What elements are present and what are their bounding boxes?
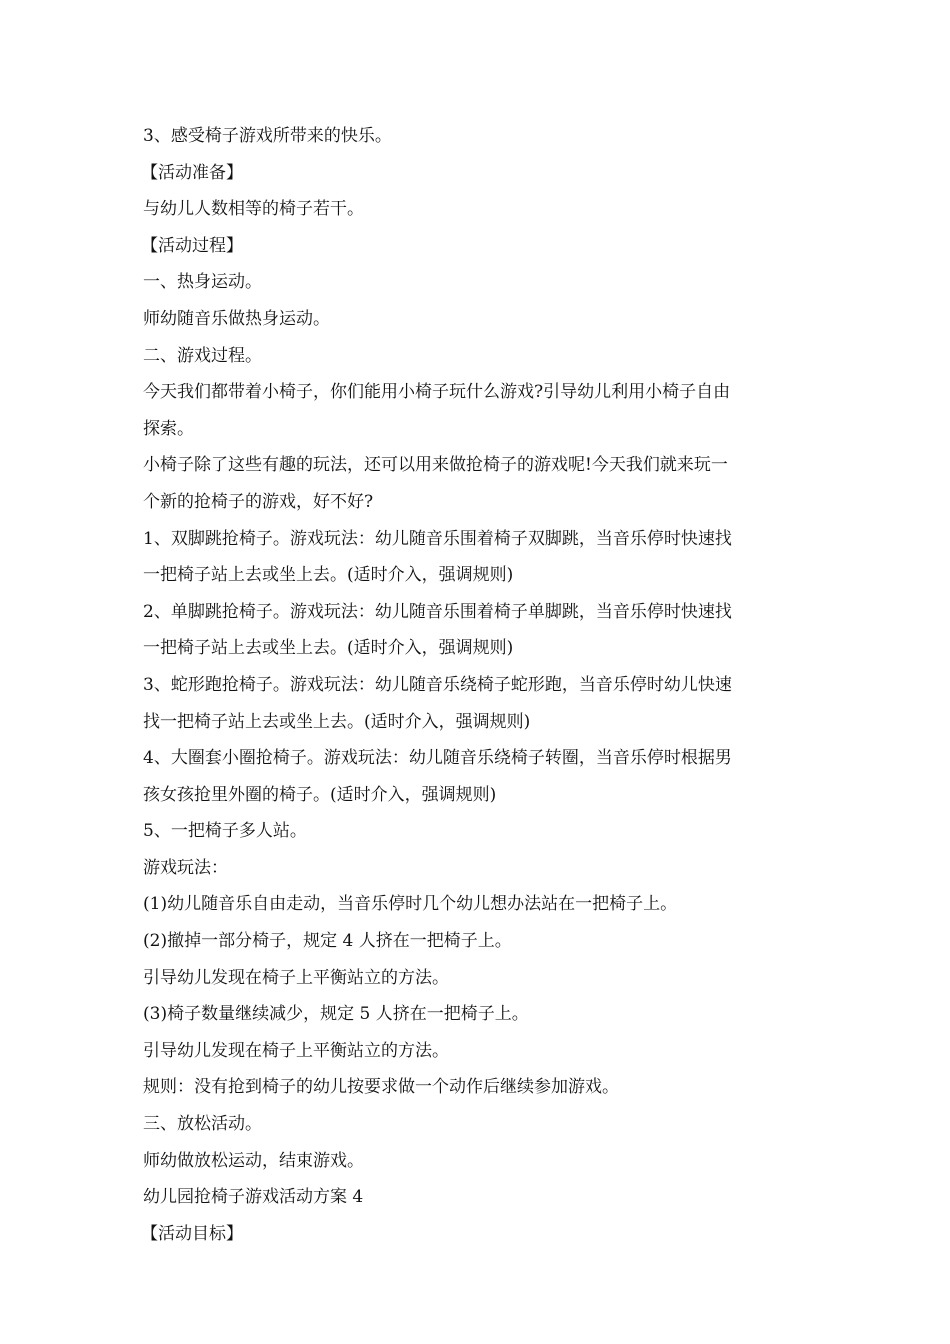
game-3-line-2: 找一把椅子站上去或坐上去。(适时介入，强调规则): [143, 711, 531, 732]
step-2-heading: 二、游戏过程。: [143, 345, 262, 366]
game-5-rule-2: (2)撤掉一部分椅子，规定 4 人挤在一把椅子上。: [143, 931, 512, 952]
game-5-guidance-2: 引导幼儿发现在椅子上平衡站立的方法。: [143, 1040, 449, 1061]
game-2-line-1: 2、单脚跳抢椅子。游戏玩法：幼儿随音乐围着椅子单脚跳，当音乐停时快速找: [143, 601, 732, 622]
plan-4-title: 幼儿园抢椅子游戏活动方案 4: [143, 1187, 364, 1208]
game-4-line-2: 孩女孩抢里外圈的椅子。(适时介入，强调规则): [143, 784, 497, 805]
section-heading-preparation: 【活动准备】: [141, 162, 243, 183]
game-4-line-1: 4、大圈套小圈抢椅子。游戏玩法：幼儿随音乐绕椅子转圈，当音乐停时根据男: [143, 748, 732, 769]
intro-paragraph-line-2: 探索。: [143, 418, 194, 439]
preparation-text: 与幼儿人数相等的椅子若干。: [143, 199, 364, 220]
game-5-rules-label: 游戏玩法：: [143, 857, 228, 878]
intro-paragraph-2-line-1: 小椅子除了这些有趣的玩法，还可以用来做抢椅子的游戏呢!今天我们就来玩一: [143, 455, 728, 476]
game-3-line-1: 3、蛇形跑抢椅子。游戏玩法：幼儿随音乐绕椅子蛇形跑，当音乐停时幼儿快速: [143, 674, 732, 695]
intro-paragraph-line-1: 今天我们都带着小椅子，你们能用小椅子玩什么游戏?引导幼儿利用小椅子自由: [143, 382, 731, 403]
step-3-text: 师幼做放松运动，结束游戏。: [143, 1150, 364, 1171]
intro-paragraph-2-line-2: 个新的抢椅子的游戏，好不好?: [143, 491, 374, 512]
game-5-rule-3: (3)椅子数量继续减少，规定 5 人挤在一把椅子上。: [143, 1004, 529, 1025]
goal-item-3: 3、感受椅子游戏所带来的快乐。: [143, 126, 392, 146]
game-1-line-1: 1、双脚跳抢椅子。游戏玩法：幼儿随音乐围着椅子双脚跳，当音乐停时快速找: [143, 528, 732, 549]
game-2-line-2: 一把椅子站上去或坐上去。(适时介入，强调规则): [143, 638, 514, 659]
game-1-line-2: 一把椅子站上去或坐上去。(适时介入，强调规则): [143, 565, 514, 586]
step-1-text: 师幼随音乐做热身运动。: [143, 308, 330, 329]
game-rule-text: 规则：没有抢到椅子的幼儿按要求做一个动作后继续参加游戏。: [143, 1077, 619, 1098]
section-heading-goals: 【活动目标】: [141, 1223, 243, 1244]
game-5-guidance-1: 引导幼儿发现在椅子上平衡站立的方法。: [143, 967, 449, 988]
step-1-heading: 一、热身运动。: [143, 272, 262, 293]
game-5-rule-1: (1)幼儿随音乐自由走动，当音乐停时几个幼儿想办法站在一把椅子上。: [143, 894, 678, 915]
section-heading-process: 【活动过程】: [141, 235, 243, 256]
step-3-heading: 三、放松活动。: [143, 1114, 262, 1135]
game-5-heading: 5、一把椅子多人站。: [143, 821, 307, 842]
document-body: [143, 118, 811, 1252]
